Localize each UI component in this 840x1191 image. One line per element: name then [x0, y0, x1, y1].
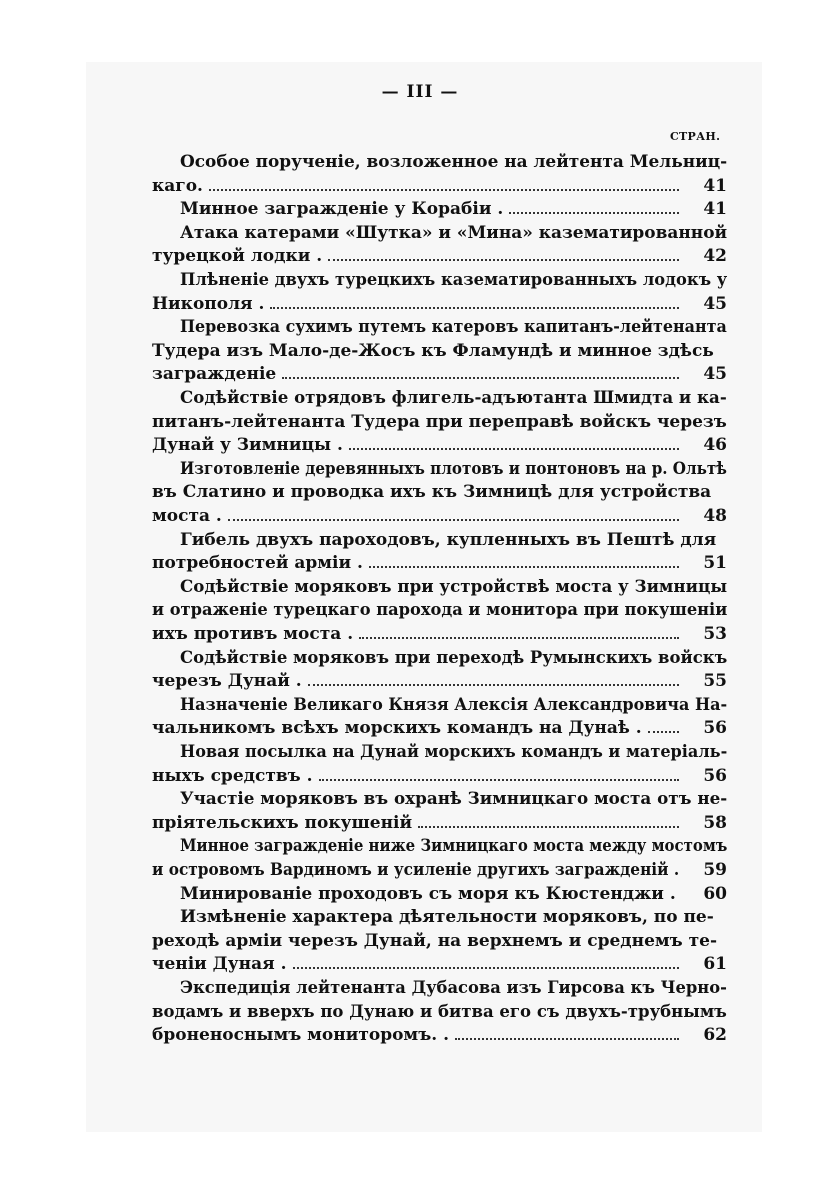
toc-entry-text: водамъ и вверхъ по Дунаю и битва его съ двухъ-трубнымъ — [152, 1001, 727, 1022]
toc-entry-line — [152, 339, 714, 363]
toc-entry-line — [152, 433, 727, 457]
toc-entry-line — [152, 598, 727, 622]
toc-entry-text: Плѣненіе двухъ турецкихъ казематированныхъ лодокъ у — [180, 270, 728, 290]
toc-entry-line — [152, 669, 727, 693]
toc-entry-text: питанъ-лейтенанта Тудера при переправѣ войскъ черезъ — [152, 411, 727, 432]
toc-page-number: 58 — [703, 812, 727, 833]
toc-entry-line — [152, 716, 727, 740]
toc-page-number: 55 — [703, 671, 727, 692]
toc-entry-line — [180, 197, 755, 221]
toc-page-number: 48 — [703, 505, 727, 526]
toc-page-number: 56 — [703, 765, 727, 786]
toc-page-number: 41 — [703, 175, 727, 196]
toc-entry-line — [180, 905, 714, 929]
toc-entry-line — [180, 646, 727, 670]
toc-page-number: 51 — [703, 553, 727, 574]
toc-entry-line — [152, 480, 711, 504]
toc-entry-text: Новая посылка на Дунай морскихъ командъ и матеріаль- — [180, 742, 728, 762]
toc-entry-line — [152, 362, 727, 386]
toc-entry-text: Участіе моряковъ въ охранѣ Зимницкаго моста отъ не- — [180, 789, 728, 810]
toc-entry-line — [180, 882, 755, 906]
toc-entry-text: Измѣненіе характера дѣятельности моряковъ, по пе- — [180, 907, 714, 928]
toc-entry-text: и отраженіе турецкаго парохода и монитора при покушеніи — [152, 600, 728, 621]
toc-entry-line — [180, 834, 727, 858]
toc-page-number: 42 — [703, 246, 727, 267]
dot-leader — [270, 297, 679, 309]
toc-entry-line — [180, 386, 727, 410]
dot-leader — [209, 179, 679, 191]
toc-entry-line — [180, 740, 727, 764]
toc-entry-line — [152, 811, 727, 835]
toc-entry-line — [152, 174, 727, 198]
toc-entry-text: потребностей арміи . — [152, 553, 363, 574]
toc-entry-text: Минированіе проходовъ съ моря къ Кюстенджи . — [180, 883, 676, 904]
dot-leader — [319, 769, 679, 781]
toc-entry-line — [152, 410, 727, 434]
toc-entry-text: Содѣйствіе моряковъ при устройствѣ моста у Зимницы — [180, 576, 728, 597]
toc-entry-line — [152, 622, 727, 646]
dot-leader — [369, 556, 679, 568]
toc-entry-text: броненоснымъ мониторомъ. . — [152, 1025, 449, 1046]
dot-leader — [228, 509, 679, 521]
toc-entry-text: каго. — [152, 175, 203, 196]
dot-leader — [509, 202, 679, 214]
toc-entry-text: пріятельскихъ покушеній — [152, 812, 413, 833]
toc-entry-line — [180, 457, 727, 481]
dot-leader — [282, 367, 679, 379]
dot-leader — [349, 438, 679, 450]
toc-entry-line — [152, 929, 717, 953]
toc-entry-line — [152, 551, 727, 575]
toc-entry-text: Никополя . — [152, 293, 265, 314]
toc-entry-text: Назначеніе Великаго Князя Алексія Александровича На- — [180, 694, 728, 715]
toc-entry-text: чальникомъ всѣхъ морскихъ командъ на Дунаѣ . — [152, 718, 642, 739]
toc-entry-text: Особое порученіе, возложенное на лейтента Мельниц- — [180, 152, 728, 172]
toc-page-number: 46 — [703, 435, 727, 456]
toc-entry-line — [180, 528, 716, 552]
dot-leader — [455, 1028, 679, 1040]
page-number-header: — III — — [381, 82, 459, 102]
toc-entry-line — [180, 787, 727, 811]
toc-page-number: 56 — [703, 718, 727, 739]
toc-entry-line — [180, 268, 727, 292]
toc-entry-text: ныхъ средствъ . — [152, 765, 313, 786]
toc-entry-text: Изготовленіе деревянныхъ плотовъ и понтоновъ на р. Ольтѣ — [180, 458, 727, 479]
toc-page-number: 45 — [703, 364, 727, 385]
dot-leader — [418, 816, 679, 828]
toc-entry-text: Содѣйствіе моряковъ при переходѣ Румынскихъ войскъ — [180, 647, 728, 668]
toc-entry-text: Минное загражденіе ниже Зимницкаго моста между мостомъ — [180, 836, 728, 857]
toc-entry-line — [152, 292, 727, 316]
toc-page-number: 60 — [703, 883, 727, 904]
toc-entry-text: Экспедиція лейтенанта Дубасова изъ Гирсова къ Черно- — [180, 978, 727, 998]
toc-entry-line — [180, 976, 727, 1000]
toc-entry-text: въ Слатино и проводка ихъ къ Зимницѣ для устройства — [152, 482, 712, 503]
toc-page-number: 45 — [703, 293, 727, 314]
dot-leader — [308, 674, 679, 686]
toc-entry-line — [152, 858, 727, 882]
toc-entry-line — [180, 221, 727, 245]
toc-entry-text: загражденіе — [152, 364, 277, 385]
toc-entry-text: черезъ Дунай . — [152, 671, 302, 692]
toc-entry-line — [152, 1000, 727, 1024]
toc-entry-text: Перевозка сухимъ путемъ катеровъ капитанъ-лейтенанта — [180, 317, 727, 338]
page-column-label: СТРАН. — [670, 130, 721, 143]
dot-leader — [293, 957, 679, 969]
toc-page-number: 53 — [703, 623, 727, 644]
toc-entry-text: реходѣ арміи черезъ Дунай, на верхнемъ и среднемъ те- — [152, 930, 718, 951]
toc-entry-text: Содѣйствіе отрядовъ флигель-адъютанта Шмидта и ка- — [180, 388, 727, 408]
toc-entry-line — [152, 504, 727, 528]
toc-entry-text: Атака катерами «Шутка» и «Мина» казематированной — [180, 222, 728, 243]
dot-leader — [359, 627, 679, 639]
toc-entry-line — [180, 693, 727, 717]
toc-entry-line — [180, 315, 727, 339]
toc-entry-line — [152, 244, 727, 268]
toc-entry-text: ихъ противъ моста . — [152, 623, 354, 644]
toc-entry-text: моста . — [152, 505, 222, 526]
toc-page-number: 59 — [703, 859, 727, 880]
toc-entry-text: Дунай у Зимницы . — [152, 435, 343, 456]
toc-entry-line — [180, 575, 727, 599]
toc-entry-text: ченіи Дуная . — [152, 954, 287, 975]
dot-leader — [648, 721, 679, 733]
toc-entry-text: Тудера изъ Мало-де-Жосъ къ Фламундѣ и минное здѣсь — [152, 340, 714, 361]
toc-entry-line — [152, 764, 727, 788]
toc-page-number: 61 — [703, 954, 727, 975]
toc-entry-text: и островомъ Вардиномъ и усиленіе другихъ загражденій . — [152, 859, 680, 880]
toc-entry-line — [180, 150, 727, 174]
toc-entry-line — [152, 1023, 727, 1047]
toc-page-number: 62 — [703, 1025, 727, 1046]
toc-entry-text: турецкой лодки . — [152, 246, 323, 267]
toc-entry-line — [152, 952, 727, 976]
toc-page-number: 41 — [703, 199, 727, 220]
dot-leader — [328, 249, 679, 261]
toc-entry-text: Минное загражденіе у Корабіи . — [180, 199, 504, 220]
toc-entry-text: Гибель двухъ пароходовъ, купленныхъ въ Пештѣ для — [180, 529, 717, 550]
